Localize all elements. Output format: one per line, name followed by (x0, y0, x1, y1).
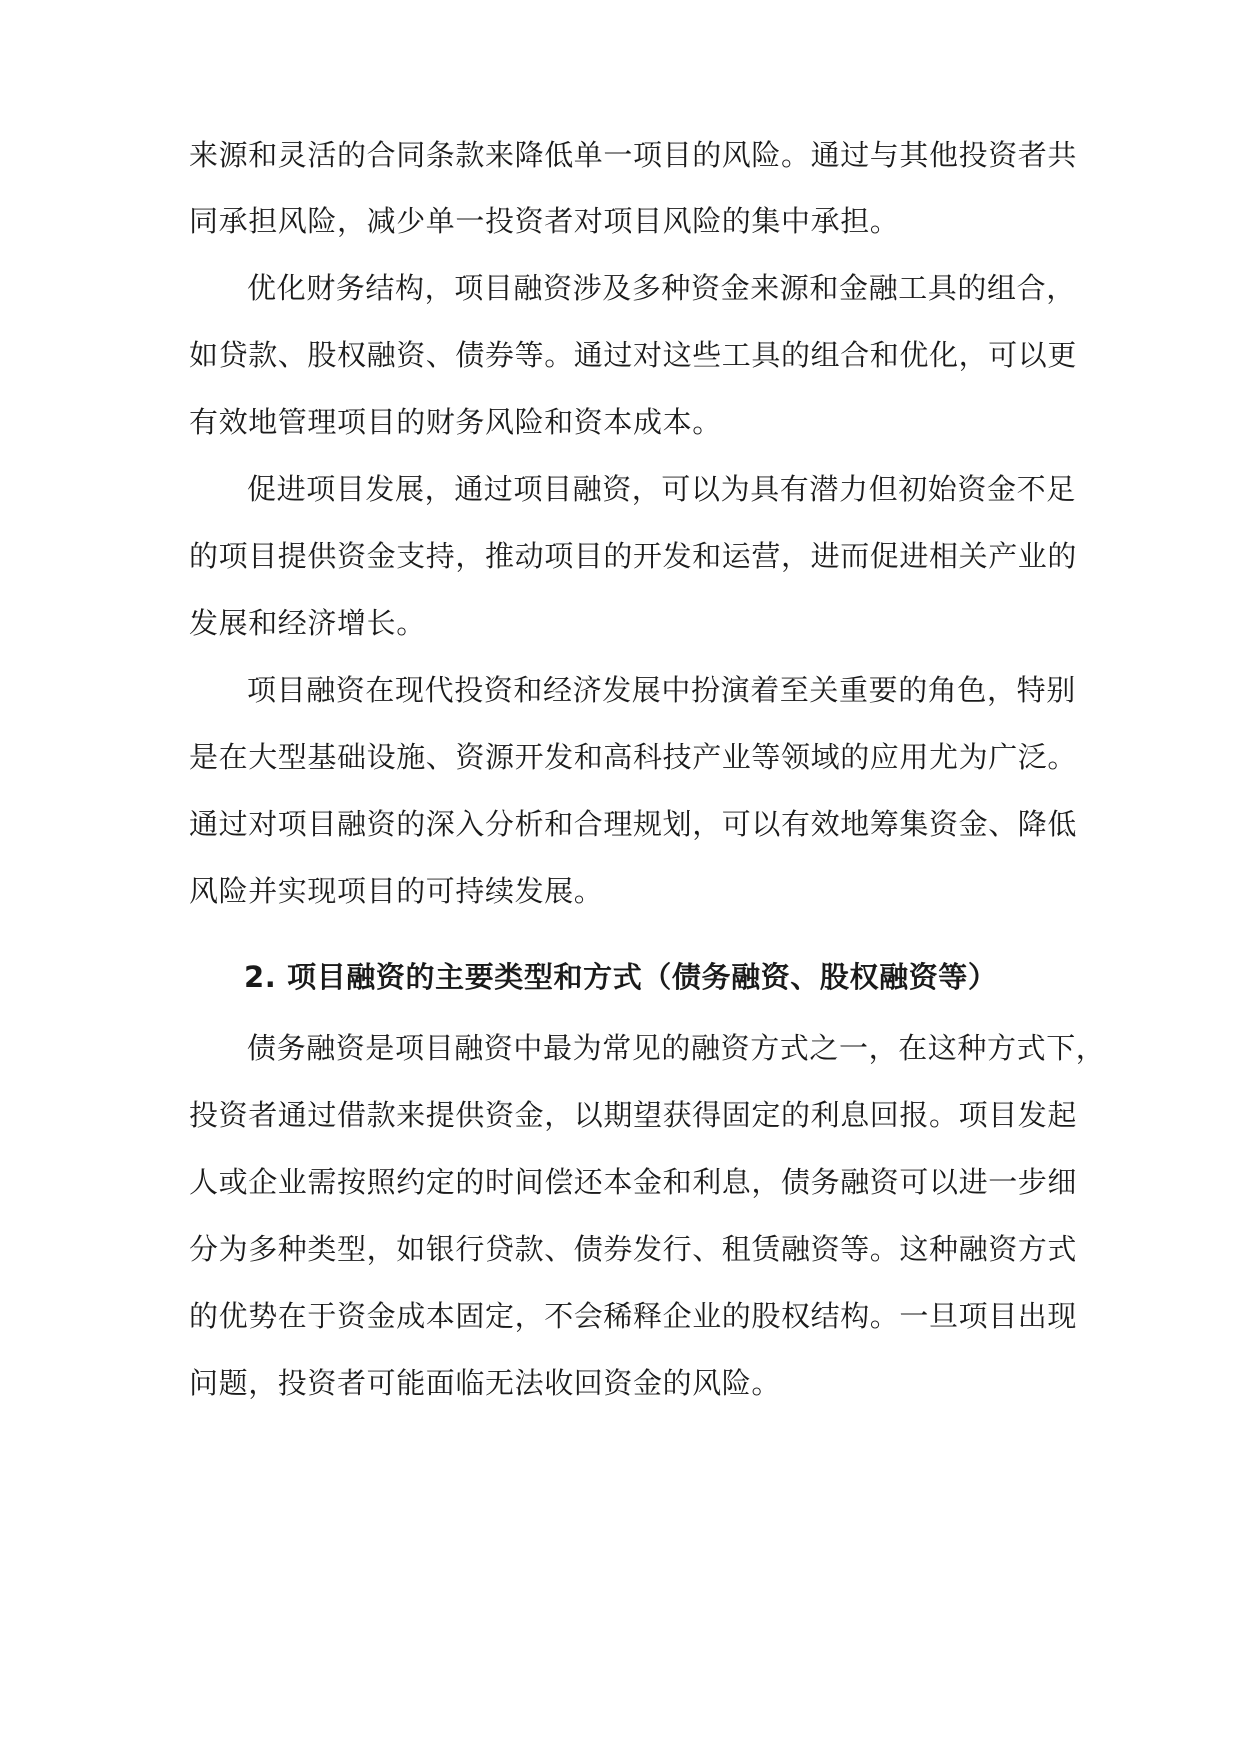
body-line: 发展和经济增长。 (189, 606, 426, 640)
body-line: 通过对项目融资的深入分析和合理规划，可以有效地筹集资金、降低 (189, 807, 1078, 841)
body-line: 来源和灵活的合同条款来降低单一项目的风险。通过与其他投资者共 (189, 138, 1078, 172)
body-line: 人或企业需按照约定的时间偿还本金和利息，债务融资可以进一步细 (189, 1165, 1078, 1199)
body-line: 有效地管理项目的财务风险和资本成本。 (189, 405, 722, 439)
body-line: 的项目提供资金支持，推动项目的开发和运营，进而促进相关产业的 (189, 539, 1078, 573)
body-line: 债务融资是项目融资中最为常见的融资方式之一，在这种方式下， (247, 1031, 1106, 1065)
body-line: 是在大型基础设施、资源开发和高科技产业等领域的应用尤为广泛。 (189, 740, 1078, 774)
body-line: 如贷款、股权融资、债券等。通过对这些工具的组合和优化，可以更 (189, 338, 1078, 372)
body-line: 项目融资在现代投资和经济发展中扮演着至关重要的角色，特别 (247, 673, 1076, 707)
section-heading: 2. 项目融资的主要类型和方式（债务融资、股权融资等） (244, 960, 998, 994)
body-line: 促进项目发展，通过项目融资，可以为具有潜力但初始资金不足 (247, 472, 1076, 506)
body-line: 同承担风险，减少单一投资者对项目风险的集中承担。 (189, 204, 900, 238)
body-line: 问题，投资者可能面临无法收回资金的风险。 (189, 1366, 782, 1400)
body-line: 优化财务结构，项目融资涉及多种资金来源和金融工具的组合， (247, 271, 1076, 305)
body-line: 投资者通过借款来提供资金，以期望获得固定的利息回报。项目发起 (189, 1098, 1078, 1132)
body-line: 的优势在于资金成本固定，不会稀释企业的股权结构。一旦项目出现 (189, 1299, 1078, 1333)
body-line: 风险并实现项目的可持续发展。 (189, 874, 604, 908)
body-line: 分为多种类型，如银行贷款、债券发行、租赁融资等。这种融资方式 (189, 1232, 1078, 1266)
